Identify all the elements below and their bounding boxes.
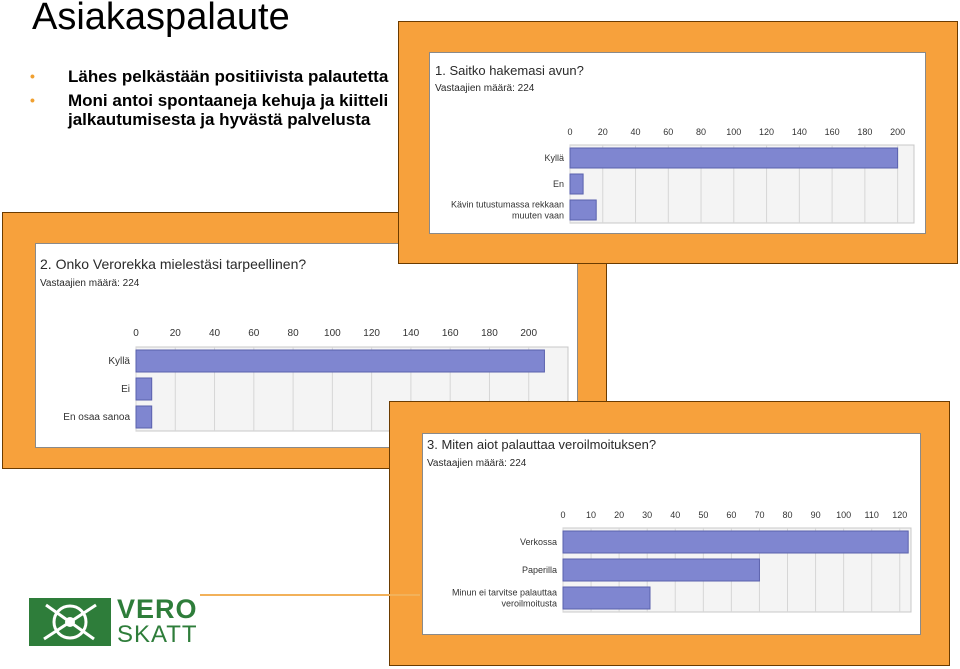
x-tick-label: 70 — [754, 510, 765, 520]
category-label: veroilmoitusta — [501, 598, 557, 609]
logo-text-skatt: SKATT — [117, 621, 198, 648]
chart-3-frame — [389, 401, 950, 666]
x-tick-label: 80 — [287, 328, 299, 339]
category-label: Kyllä — [108, 356, 130, 367]
bar — [563, 531, 908, 553]
category-label: Ei — [121, 384, 130, 395]
chart-3-plot — [423, 434, 921, 635]
chart-1-frame — [398, 21, 958, 264]
bar — [136, 378, 152, 400]
x-tick-label: 100 — [324, 328, 341, 339]
x-tick-label: 40 — [208, 328, 221, 339]
x-tick-label: 200 — [890, 127, 906, 137]
category-label: Verkossa — [519, 537, 557, 547]
x-tick-label: 80 — [696, 127, 707, 137]
x-tick-label: 10 — [586, 510, 597, 520]
bullet-text: Moni antoi spontaaneja kehuja ja kiitteli jalkautumisesta ja hyvästä palvelusta — [68, 91, 389, 129]
x-tick-label: 180 — [857, 127, 873, 137]
x-tick-label: 120 — [892, 510, 908, 520]
x-tick-label: 160 — [824, 127, 840, 137]
chart-2-title: 2. Onko Verorekka mielestäsi tarpeellinen? — [40, 256, 307, 272]
x-tick-label: 80 — [782, 510, 793, 520]
x-tick-label: 30 — [642, 510, 653, 520]
chart-3-count: Vastaajien määrä: 224 — [427, 458, 527, 469]
x-tick-label: 120 — [759, 127, 775, 137]
chart-2-count: Vastaajien määrä: 224 — [40, 278, 140, 289]
chart-1-panel — [429, 52, 926, 234]
x-tick-label: 50 — [698, 510, 709, 520]
category-label: Kävin tutustumassa rekkaan — [450, 199, 564, 210]
x-tick-label: 200 — [520, 328, 538, 339]
logo-text-vero: VERO — [117, 594, 198, 624]
bar — [570, 200, 596, 220]
bullet-item — [30, 91, 390, 129]
x-tick-label: 0 — [560, 510, 566, 520]
category-label: En osaa sanoa — [63, 412, 130, 423]
category-label: Kyllä — [544, 153, 564, 163]
x-tick-label: 100 — [726, 127, 742, 137]
chart-3-panel — [422, 433, 921, 635]
bar — [563, 587, 650, 609]
bullet-dot-icon: • — [30, 68, 35, 84]
bullet-dot-icon: • — [30, 92, 35, 108]
x-tick-label: 0 — [133, 328, 139, 339]
bar — [136, 350, 544, 372]
x-tick-label: 40 — [670, 510, 681, 520]
x-tick-label: 180 — [481, 328, 498, 339]
category-label: Minun ei tarvitse palauttaa — [451, 587, 557, 598]
vero-skatt-logo — [28, 594, 198, 648]
x-tick-label: 60 — [663, 127, 674, 137]
slide-title: Asiakaspalaute — [32, 0, 290, 38]
x-tick-label: 120 — [363, 328, 380, 339]
chart-1-title: 1. Saitko hakemasi avun? — [435, 63, 584, 78]
x-tick-label: 0 — [567, 127, 573, 137]
bullet-list — [30, 67, 390, 134]
x-tick-label: 20 — [597, 127, 608, 137]
chart-3-title: 3. Miten aiot palauttaa veroilmoituksen? — [427, 437, 657, 452]
logo-divider — [200, 594, 420, 596]
chart-1-count: Vastaajien määrä: 224 — [435, 83, 535, 94]
bullet-item — [30, 67, 390, 86]
category-label: Paperilla — [521, 565, 557, 575]
x-tick-label: 90 — [810, 510, 821, 520]
x-tick-label: 140 — [791, 127, 807, 137]
x-tick-label: 40 — [630, 127, 641, 137]
bullet-text: Lähes pelkästään positiivista palautetta — [68, 67, 389, 86]
x-tick-label: 60 — [726, 510, 737, 520]
bar — [136, 406, 152, 428]
bar — [563, 559, 759, 581]
x-tick-label: 20 — [169, 328, 181, 339]
x-tick-label: 110 — [864, 510, 879, 520]
category-label: muuten vaan — [511, 210, 564, 221]
x-tick-label: 20 — [614, 510, 625, 520]
category-label: En — [552, 179, 564, 189]
bar — [570, 148, 898, 168]
chart-1-plot — [430, 53, 926, 234]
x-tick-label: 160 — [441, 328, 459, 339]
x-tick-label: 60 — [248, 328, 260, 339]
bar — [570, 174, 583, 194]
x-tick-label: 140 — [402, 328, 420, 339]
x-tick-label: 100 — [836, 510, 852, 520]
